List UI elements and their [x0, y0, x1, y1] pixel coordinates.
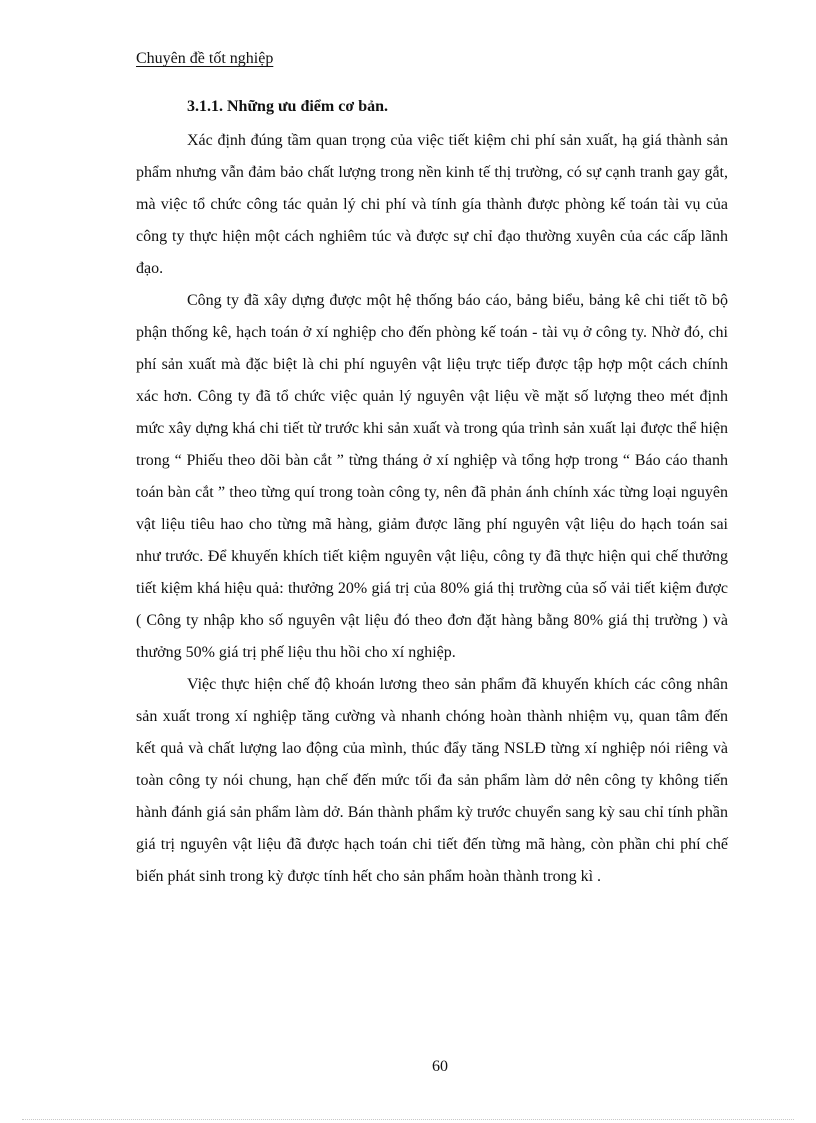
body-text [136, 125, 728, 893]
page-bottom-divider [22, 1119, 794, 1120]
section-heading: 3.1.1. Những ưu điểm cơ bản. [187, 98, 388, 115]
page-header-title: Chuyên đề tốt nghiệp [136, 50, 274, 67]
paragraph-2: Công ty đã xây dựng được một hệ thống báo cáo, bảng biểu, bảng kê chi tiết tõ bộ phận thống kê, hạch toán ở xí nghiệp cho đến phòng kế toán - tài vụ ở công ty. Nhờ đó, chi phí sản xuất mà đặc biệt là chi phí nguyên vật liệu trực tiếp được tập hợp một cách chính xác hơn. Công ty đã tổ chức việc quản lý nguyên vật liệu về mặt số lượng theo mét định mức xây dựng khá chi tiết từ trước khi sản xuất và trong qúa trình sản xuất lại được thể hiện trong “ Phiếu theo dõi bàn cắt ” từng tháng ở xí nghiệp và tổng hợp trong “ Báo cáo thanh toán bàn cắt ” theo từng quí trong toàn công ty, nên đã phản ánh chính xác từng loại nguyên vật liệu tiêu hao cho từng mã hàng, giảm được lãng phí nguyên vật liệu do hạch toán sai như trước. Để khuyến khích tiết kiệm nguyên vật liệu, công ty đã thực hiện qui chế thưởng tiết kiệm khá hiệu quả: thưởng 20% giá trị của 80% giá thị trường của số vải tiết kiệm được ( Công ty nhập kho số nguyên vật liệu đó theo đơn đặt hàng bằng 80% giá thị trường ) và thưởng 50% giá trị phế liệu thu hồi cho xí nghiệp. [136, 292, 728, 661]
paragraph-1: Xác định đúng tầm quan trọng của việc tiết kiệm chi phí sản xuất, hạ giá thành sản phẩm nhưng vẫn đảm bảo chất lượng trong nền kinh tế thị trường, có sự cạnh tranh gay gắt, mà việc tổ chức công tác quản lý chi phí và tính gía thành được phòng kế toán tài vụ của công ty thực hiện một cách nghiêm túc và được sự chỉ đạo thường xuyên của các cấp lãnh đạo. [136, 132, 728, 277]
page-number: 60 [432, 1058, 448, 1075]
paragraph-3: Việc thực hiện chế độ khoán lương theo sản phẩm đã khuyến khích các công nhân sản xuất trong xí nghiệp tăng cường và nhanh chóng hoàn thành nhiệm vụ, quan tâm đến kết quả và chất lượng lao động của mình, thúc đẩy tăng NSLĐ từng xí nghiệp nói riêng và toàn công ty nói chung, hạn chế đến mức tối đa sản phẩm làm dở nên công ty không tiến hành đánh giá sản phẩm làm dở. Bán thành phẩm kỳ trước chuyển sang kỳ sau chỉ tính phần giá trị nguyên vật liệu đã được hạch toán chi tiết đến từng mã hàng, còn phần chi phí chế biến phát sinh trong kỳ được tính hết cho sản phẩm hoàn thành trong kì . [136, 676, 728, 885]
